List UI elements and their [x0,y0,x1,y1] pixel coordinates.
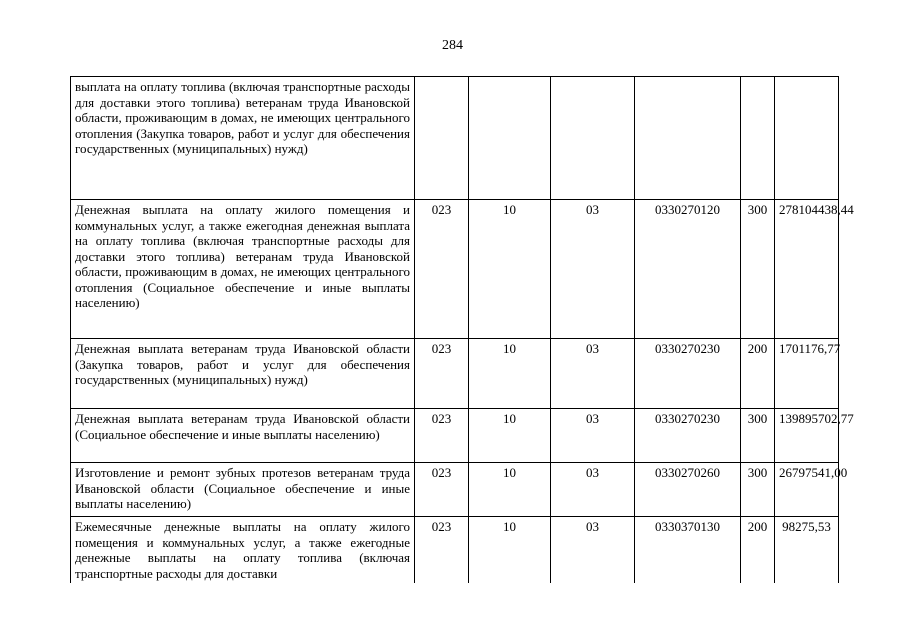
ministry-code: 023 [415,200,469,339]
row-description: Изготовление и ремонт зубных протезов ветеранам труда Ивановской области (Социальное обеспечение и иные выплаты населению) [71,463,415,517]
target-article-code: 0330270230 [635,409,741,463]
target-article-code: 0330270260 [635,463,741,517]
section-code: 10 [469,463,551,517]
row-description: Ежемесячные денежные выплаты на оплату жилого помещения и коммунальных услуг, а также ежегодные денежные выплаты на оплату топлива (включая транспортные расходы для доставки [71,517,415,587]
row-description: Денежная выплата на оплату жилого помещения и коммунальных услуг, а также ежегодная денежная выплата на оплату топлива (включая транспортные расходы для доставки этого топлива) ветеранам труда Ивановской области, проживающим в домах, не имеющих центрального отопления (Социальное обеспечение и иные выплаты населению) [71,200,415,339]
expense-type-code: 200 [741,339,775,409]
target-article-code: 0330270230 [635,339,741,409]
budget-table [70,76,854,587]
amount-value [775,77,839,200]
table-row [71,463,839,517]
expense-type-code [741,77,775,200]
subsection-code: 03 [551,339,635,409]
subsection-code: 03 [551,409,635,463]
section-code: 10 [469,339,551,409]
section-code [469,77,551,200]
amount-value: 98275,53 [775,517,839,587]
subsection-code [551,77,635,200]
expense-type-code: 300 [741,200,775,339]
table-row [71,339,839,409]
section-code: 10 [469,517,551,587]
subsection-code: 03 [551,200,635,339]
ministry-code: 023 [415,517,469,587]
page-bottom-margin [0,583,905,640]
expense-type-code: 300 [741,409,775,463]
amount-value: 278104438,44 [775,200,839,339]
expense-type-code: 300 [741,463,775,517]
table-row [71,77,839,200]
table-row [71,200,839,339]
target-article-code: 0330370130 [635,517,741,587]
section-code: 10 [469,409,551,463]
amount-value: 26797541,00 [775,463,839,517]
amount-value: 139895702,77 [775,409,839,463]
target-article-code: 0330270120 [635,200,741,339]
row-description: выплата на оплату топлива (включая транспортные расходы для доставки этого топлива) ветеранам труда Ивановской области, проживающим в домах, не имеющих центрального отопления (Закупка товаров, работ и услуг для обеспечения государственных (муниципальных) нужд) [71,77,415,200]
ministry-code: 023 [415,409,469,463]
expense-type-code: 200 [741,517,775,587]
subsection-code: 03 [551,517,635,587]
row-description: Денежная выплата ветеранам труда Ивановской области (Закупка товаров, работ и услуг для обеспечения государственных (муниципальных) нужд) [71,339,415,409]
page-number: 284 [442,38,463,53]
row-description: Денежная выплата ветеранам труда Ивановской области (Социальное обеспечение и иные выплаты населению) [71,409,415,463]
ministry-code: 023 [415,339,469,409]
ministry-code [415,77,469,200]
ministry-code: 023 [415,463,469,517]
target-article-code [635,77,741,200]
table-row [71,409,839,463]
table-row [71,517,839,587]
subsection-code: 03 [551,463,635,517]
amount-value: 1701176,77 [775,339,839,409]
section-code: 10 [469,200,551,339]
